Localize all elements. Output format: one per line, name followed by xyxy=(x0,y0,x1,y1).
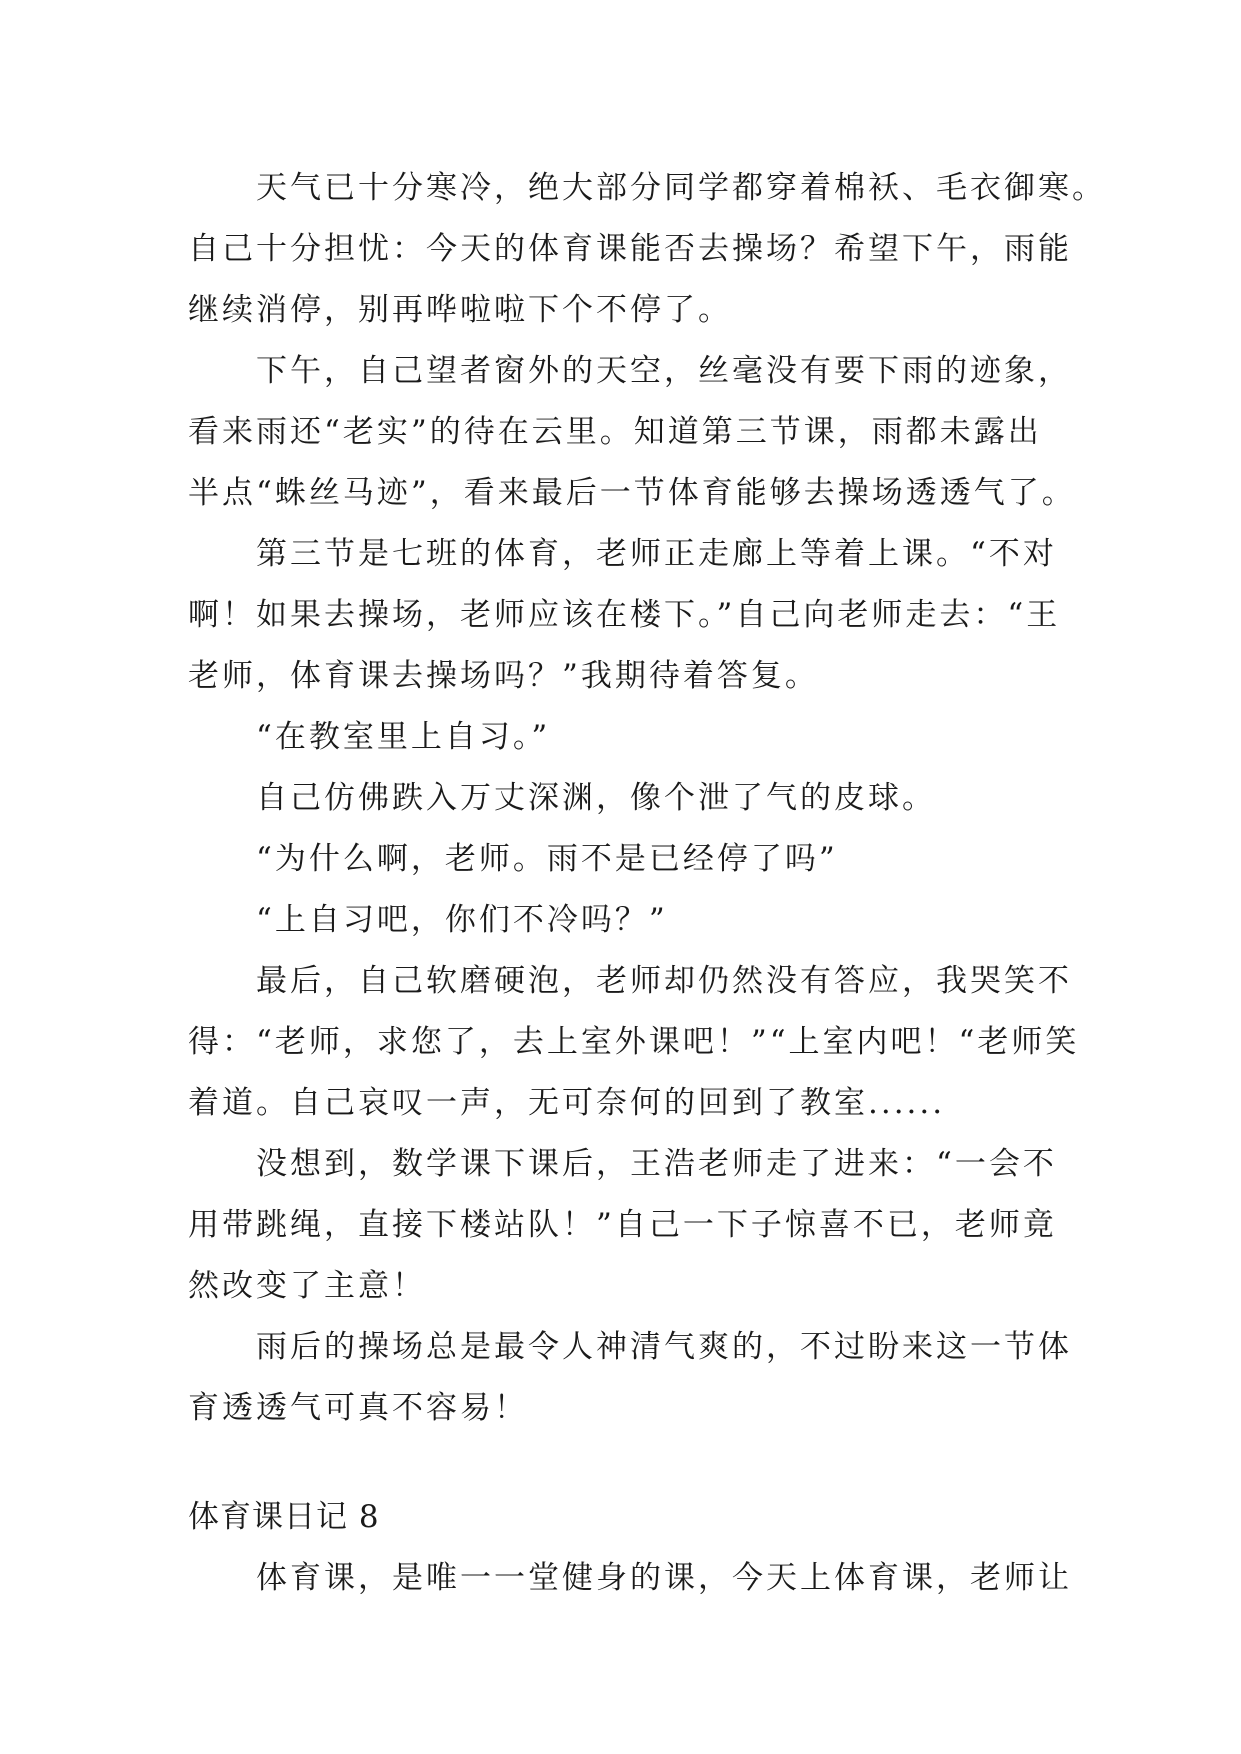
text-line: 自己仿佛跌入万丈深渊，像个泄了气的皮球。 xyxy=(256,780,936,816)
section-heading: 体育课日记 8 xyxy=(188,1499,380,1535)
text-line: 最后，自己软磨硬泡，老师却仍然没有答应，我哭笑不 xyxy=(256,963,1072,999)
text-line: 继续消停，别再哗啦啦下个不停了。 xyxy=(188,292,732,328)
text-line: 老师，体育课去操场吗？”我期待着答复。 xyxy=(188,658,819,694)
text-line: 下午，自己望者窗外的天空，丝毫没有要下雨的迹象， xyxy=(256,353,1072,389)
text-line: 用带跳绳，直接下楼站队！”自己一下子惊喜不已，老师竟 xyxy=(188,1207,1057,1243)
text-line: 第三节是七班的体育，老师正走廊上等着上课。“不对 xyxy=(256,536,1057,572)
text-line: 育透透气可真不容易！ xyxy=(188,1390,528,1426)
text-line: 得：“老师，求您了，去上室外课吧！”“上室内吧！“老师笑 xyxy=(188,1024,1080,1060)
text-line: 没想到，数学课下课后，王浩老师走了进来：“一会不 xyxy=(256,1146,1057,1182)
text-line: 天气已十分寒冷，绝大部分同学都穿着棉袄、毛衣御寒。 xyxy=(256,170,1106,206)
text-line: 体育课，是唯一一堂健身的课，今天上体育课，老师让 xyxy=(256,1560,1072,1596)
text-line: 啊！如果去操场，老师应该在楼下。”自己向老师走去：“王 xyxy=(188,597,1061,633)
document-body xyxy=(188,158,1106,1609)
text-line: 雨后的操场总是最令人神清气爽的，不过盼来这一节体 xyxy=(256,1329,1072,1365)
text-line: 自己十分担忧：今天的体育课能否去操场？希望下午，雨能 xyxy=(188,231,1072,267)
text-line: 半点“蛛丝马迹”，看来最后一节体育能够去操场透透气了。 xyxy=(188,475,1076,511)
text-line: 然改变了主意！ xyxy=(188,1268,426,1304)
text-line: “为什么啊，老师。雨不是已经停了吗” xyxy=(256,841,838,877)
text-line: 着道。自己哀叹一声，无可奈何的回到了教室...... xyxy=(188,1085,946,1121)
text-line: “在教室里上自习。” xyxy=(256,719,551,755)
text-line: 看来雨还“老实”的待在云里。知道第三节课，雨都未露出 xyxy=(188,414,1042,450)
text-line: “上自习吧，你们不冷吗？” xyxy=(256,902,668,938)
